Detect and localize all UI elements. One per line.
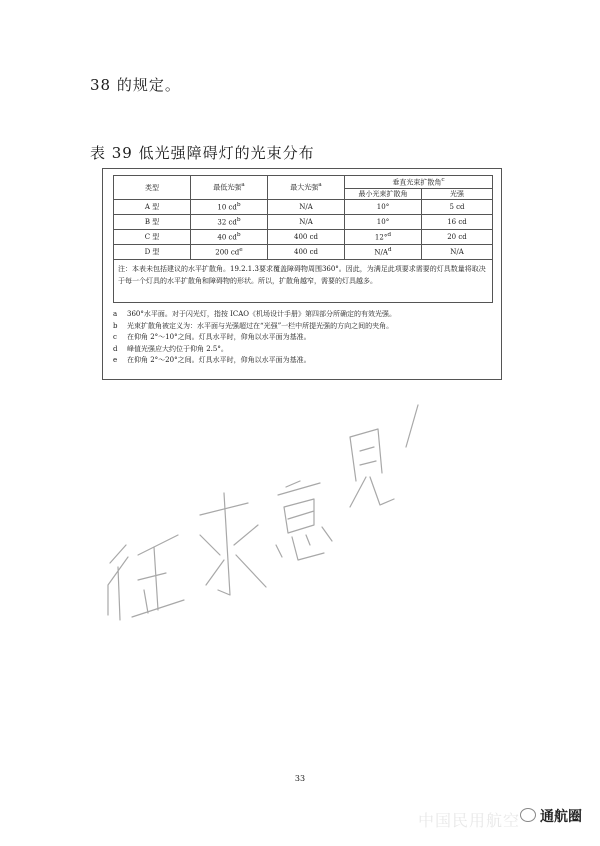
- cell-max: 400 cd: [268, 245, 345, 260]
- header-max-intensity: 最大光强$^a$: [268, 176, 345, 200]
- footnote-item: e 在仰角 2°～20°之间。灯具水平时，仰角以水平面为基准。: [113, 356, 311, 364]
- cell-intensity: N/A: [422, 245, 493, 260]
- cell-spread: 12°$^d$: [345, 230, 422, 245]
- cell-intensity: 16 cd: [422, 215, 493, 230]
- header-min-beam-spread: 最小光束扩散角: [345, 189, 422, 200]
- cell-min: 10 $cd^b$: [191, 200, 268, 215]
- cell-max: N/A: [268, 215, 345, 230]
- table-row: [114, 230, 493, 245]
- cell-max: N/A: [268, 200, 345, 215]
- footnote-list: [113, 309, 493, 367]
- footnote-item: c 在仰角 2°～10°之间。灯具水平时，仰角以水平面为基准。: [113, 333, 311, 341]
- faded-logo-text: 中国民用航空: [418, 811, 521, 830]
- cell-type: A 型: [114, 200, 191, 215]
- page-number: 33: [294, 774, 306, 783]
- cell-max: 400 cd: [268, 230, 345, 245]
- chat-bubble-icon: [520, 808, 536, 822]
- cell-spread: $N/A^d$: [345, 245, 422, 260]
- header-min-intensity: 最低光强$^a$: [191, 176, 268, 200]
- header-type: 类型: [114, 176, 191, 200]
- cell-type: B 型: [114, 215, 191, 230]
- footnote-item: a 360°水平面。对于闪光灯，指按 ICAO《机场设计手册》第四部分所确定的有效光强。: [113, 310, 396, 318]
- beam-table: [113, 175, 493, 303]
- cell-intensity: 5 cd: [422, 200, 493, 215]
- cell-type: D 型: [114, 245, 191, 260]
- table-row: [114, 200, 493, 215]
- cell-spread: 10°: [345, 215, 422, 230]
- table-container: [102, 168, 502, 380]
- page-text-top: 38 的规定。: [90, 76, 181, 94]
- cell-min: 32 $cd^b$: [191, 215, 268, 230]
- note-text: 本表未包括建议的水平扩散角。19.2.1.3要求覆盖障碍物周围360°。因此，为满足此项要求需要的灯具数量将取决于每一个灯具的水平扩散角和障碍物的形状。所以，扩散角越窄，需要的灯具越多。: [118, 265, 486, 285]
- cell-type: C 型: [114, 230, 191, 245]
- table-note: [114, 260, 493, 303]
- table-row: [114, 215, 493, 230]
- watermark-stamp: [88, 395, 468, 625]
- logo-text: 通航圈: [540, 809, 582, 825]
- header-intensity: 光强: [422, 189, 493, 200]
- footnote-item: d 峰值光强应大约位于仰角 2.5°。: [113, 344, 228, 353]
- cell-min: 40 $cd^b$: [191, 230, 268, 245]
- table-row: [114, 245, 493, 260]
- table-note-row: [114, 260, 493, 303]
- header-vertical-beam: 垂直光束扩散角$^c$: [345, 176, 493, 189]
- cell-min: 200 $cd^e$: [191, 245, 268, 260]
- footnote-item: b 光束扩散角被定义为：水平面与光强超过在“光强”一栏中所提光强的方向之间的夹角。: [113, 321, 394, 330]
- cell-intensity: 20 cd: [422, 230, 493, 245]
- logo-area: [400, 796, 600, 846]
- table-caption: 表 39 低光强障碍灯的光束分布: [90, 144, 315, 162]
- note-label: 注：: [118, 265, 132, 273]
- cell-spread: 10°: [345, 200, 422, 215]
